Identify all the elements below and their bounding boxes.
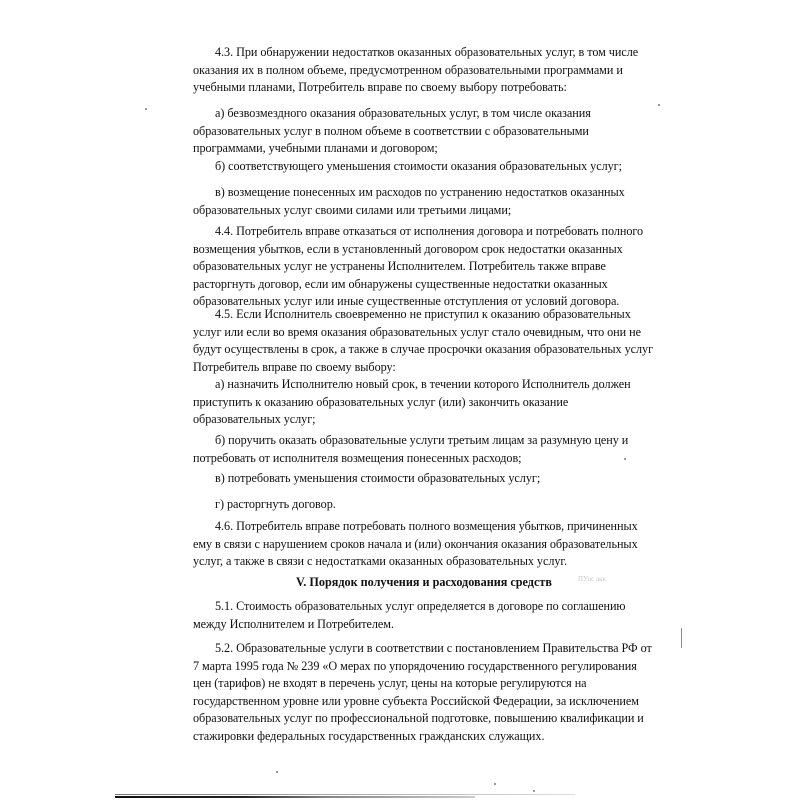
paragraph-text: в) возмещение понесенных им расходов по устранению недостатков оказанных образовательных услуг своими силами или третьими лицами;	[193, 185, 625, 217]
paragraph-text: б) соответствующего уменьшения стоимости оказания образовательных услуг;	[215, 159, 622, 173]
paragraph-text: 4.6. Потребитель вправе потребовать полного возмещения убытков, причиненных ему в связи с нарушением сроков начала и (или) окончания оказания образовательных услуг, а также в связи с недостатками оказанных образовательных услуг.	[193, 519, 638, 568]
paragraph-5-2	[193, 640, 655, 745]
paragraph-text: в) потребовать уменьшения стоимости образовательных услуг;	[215, 471, 541, 485]
scan-speck	[145, 108, 147, 110]
paragraph-4-5-b	[193, 432, 655, 467]
paragraph-text: б) поручить оказать образовательные услуги третьим лицам за разумную цену и потребовать от исполнителя возмещения понесенных расходов;	[193, 433, 629, 465]
paragraph-text: а) безвозмездного оказания образовательных услуг, в том числе оказания образовательных услуг в полном объеме в соответствии с образовательными программами, учебными планами и договором;	[193, 106, 591, 155]
paragraph-4-3-b	[193, 158, 655, 176]
scan-bottom-edge	[115, 794, 575, 795]
paragraph-4-4	[193, 223, 655, 311]
section-heading: V. Порядок получения и расходования средств	[296, 575, 552, 589]
paragraph-text: г) расторгнуть договор.	[215, 497, 336, 511]
scan-speck	[533, 790, 535, 792]
scan-speck	[276, 771, 278, 773]
paragraph-text: а) назначить Исполнителю новый срок, в течении которого Исполнитель должен приступить к оказанию образовательных услуг (или) закончить оказание образовательных услуг;	[193, 377, 631, 426]
paragraph-4-5-g	[193, 496, 655, 514]
scan-bottom-edge-dark	[115, 796, 475, 798]
paragraph-4-5-a	[193, 376, 655, 429]
paragraph-4-5-v	[193, 470, 655, 488]
paragraph-4-5	[193, 306, 655, 376]
paragraph-text: 4.3. При обнаружении недостатков оказанных образовательных услуг, в том числе оказания их в полном объеме, предусмотренном образовательными программами и учебными планами, Потребитель вправе по своему выбору потребовать:	[193, 45, 639, 94]
scan-speck	[624, 458, 626, 460]
scan-speck	[494, 783, 496, 785]
paragraph-text: 5.2. Образовательные услуги в соответствии с постановлением Правительства РФ от 7 марта 1995 года № 239 «О мерах по упорядочению государственного регулирования цен (тарифов) не входят в перечень услуг, цены на которые регулируются на государственном уровне или уровне субъекта Российской Федерации, за исключением образовательных услуг по профессиональной подготовке, повышению квалификации и стажировки федеральных государственных гражданских служащих.	[193, 641, 652, 743]
paragraph-4-3-a	[193, 105, 655, 158]
paragraph-4-3	[193, 44, 655, 97]
paragraph-text: 4.5. Если Исполнитель своевременно не приступил к оказанию образовательных услуг или если во время оказания образовательных услуг стало очевидным, что они не будут осуществлены в срок, а также в случае просрочки оказания образовательных услуг Потребитель вправе по своему выбору:	[193, 307, 654, 374]
scan-speck	[658, 104, 660, 106]
paragraph-4-3-v	[193, 184, 655, 219]
paragraph-4-6	[193, 518, 655, 571]
scan-vertical-mark	[681, 628, 682, 648]
paragraph-text: 4.4. Потребитель вправе отказаться от исполнения договора и потребовать полного возмещения убытков, если в установленный договором срок недостатки оказанных образовательных услуг не устранены Исполнителем. Потребитель также вправе расторгнуть договор, если им обнаружены существенные недостатки оказанных образовательных услуг или иные существенные отступления от условий договора.	[193, 224, 644, 308]
paragraph-5-1	[193, 598, 655, 633]
faint-margin-note: ПУнс акк	[578, 575, 606, 583]
paragraph-text: 5.1. Стоимость образовательных услуг определяется в договоре по соглашению между Исполнителем и Потребителем.	[193, 599, 626, 631]
